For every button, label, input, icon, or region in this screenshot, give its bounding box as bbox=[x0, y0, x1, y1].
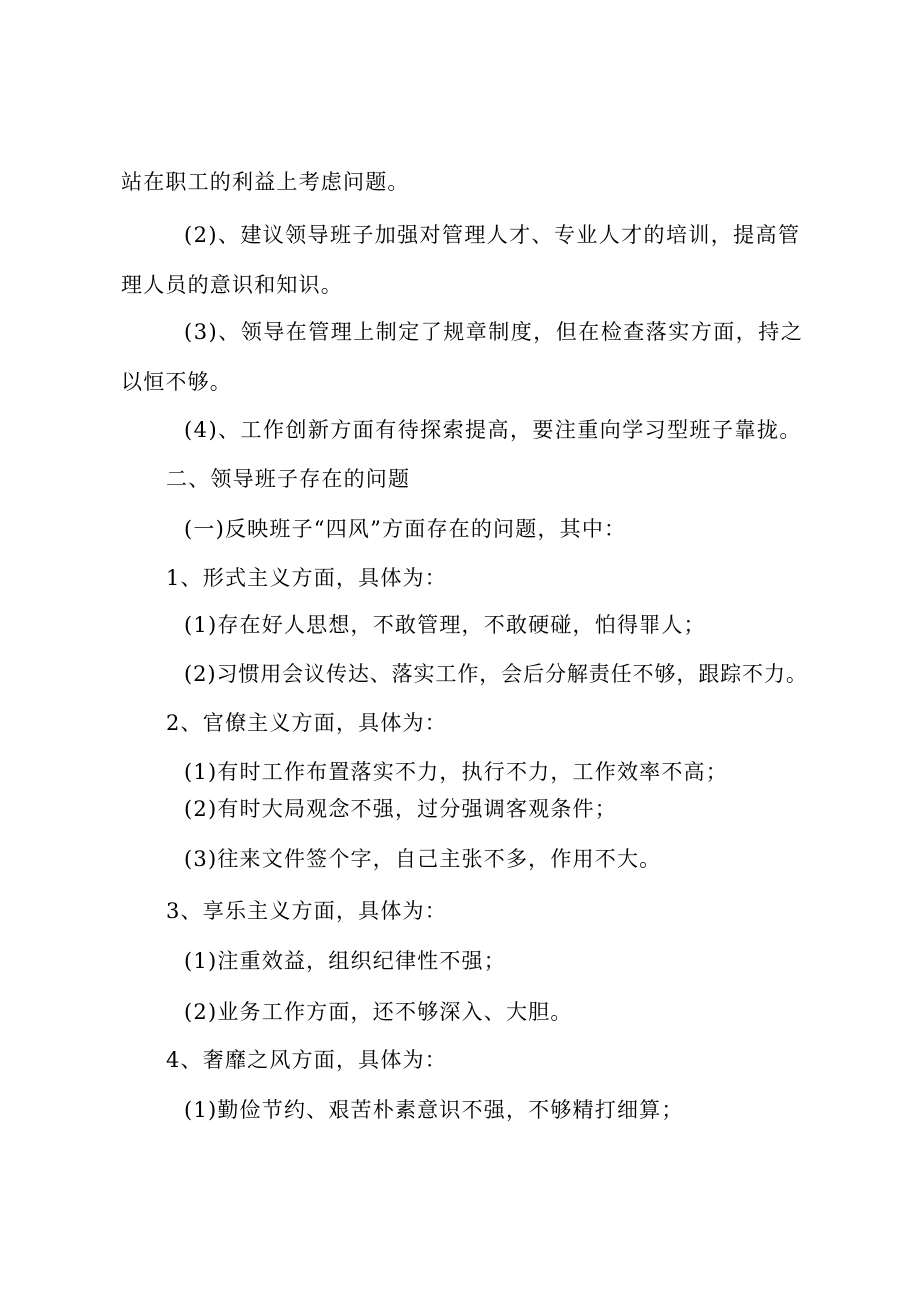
paragraph-item-2: (2)、建议领导班子加强对管理人才、专业人才的培训，提高管 bbox=[184, 223, 801, 247]
paragraph-item-4: (4)、工作创新方面有待探索提高，要注重向学习型班子靠拢。 bbox=[184, 418, 802, 442]
paragraph-item-2-continued: 理人员的意识和知识。 bbox=[121, 273, 343, 297]
section-heading: 二、领导班子存在的问题 bbox=[166, 467, 411, 491]
paragraph-item-3-continued: 以恒不够。 bbox=[121, 370, 232, 394]
list-item: (1)勤俭节约、艰苦朴素意识不强，不够精打细算； bbox=[184, 1098, 684, 1122]
list-item: (2)业务工作方面，还不够深入、大胆。 bbox=[184, 1000, 573, 1024]
list-item: (1)有时工作布置落实不力，执行不力，工作效率不高； bbox=[184, 760, 728, 784]
list-item: (2)习惯用会议传达、落实工作，会后分解责任不够，跟踪不力。 bbox=[184, 662, 808, 686]
paragraph-item-3: (3)、领导在管理上制定了规章制度，但在检查落实方面，持之 bbox=[184, 320, 804, 344]
category-heading-4: 4、奢靡之风方面，具体为： bbox=[166, 1048, 447, 1072]
list-item: (1)存在好人思想，不敢管理，不敢硬碰，怕得罪人； bbox=[184, 613, 706, 637]
paragraph-continuation: 站在职工的利益上考虑问题。 bbox=[121, 170, 410, 194]
list-item: (2)有时大局观念不强，过分强调客观条件； bbox=[184, 797, 617, 821]
category-heading-3: 3、享乐主义方面，具体为： bbox=[166, 899, 447, 923]
category-heading-1: 1、形式主义方面，具体为： bbox=[166, 566, 447, 590]
category-heading-2: 2、官僚主义方面，具体为： bbox=[166, 711, 447, 735]
list-item: (1)注重效益，组织纪律性不强； bbox=[184, 949, 506, 973]
list-item: (3)往来文件签个字，自己主张不多，作用不大。 bbox=[184, 847, 662, 871]
subsection-heading: (一)反映班子“四风”方面存在的问题，其中： bbox=[184, 517, 627, 541]
